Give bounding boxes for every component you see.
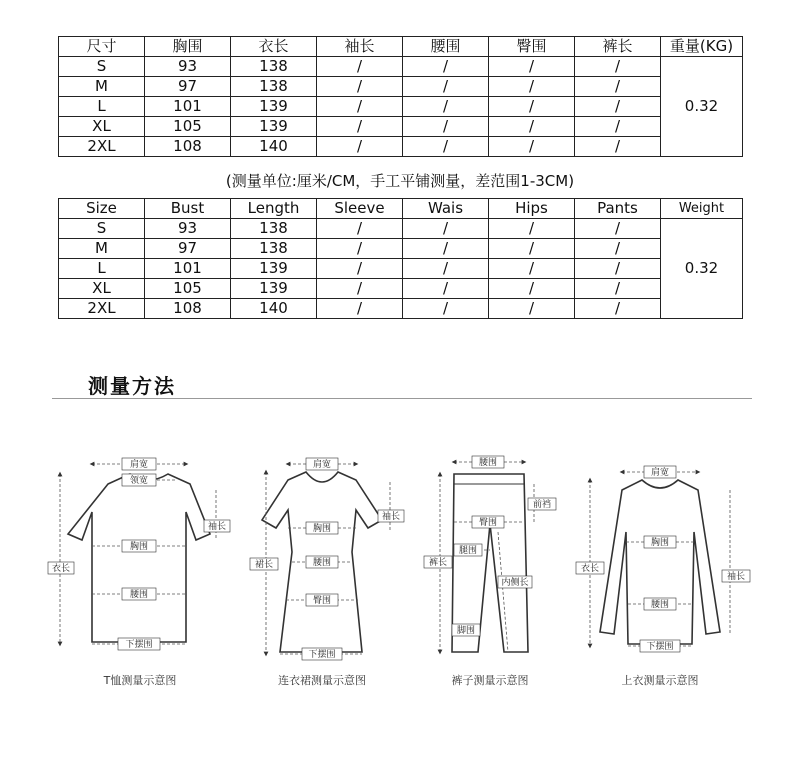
table-row — [59, 57, 743, 77]
label-shoulder: 肩宽 — [650, 468, 670, 478]
table-row — [59, 259, 743, 279]
cell-waist: / — [403, 57, 489, 77]
header-hips: 臀围 — [489, 37, 575, 57]
cell-bust: 108 — [145, 299, 231, 319]
caption-dress: 连衣裙测量示意图 — [278, 674, 366, 687]
cell-bust: 108 — [145, 137, 231, 157]
cell-bust: 101 — [145, 97, 231, 117]
cell-pants: / — [575, 299, 661, 319]
cell-length: 138 — [231, 57, 317, 77]
cell-hips: / — [489, 219, 575, 239]
label-front-rise: 前裆 — [532, 500, 552, 510]
label-length: 衣长 — [51, 564, 71, 574]
label-shoulder: 肩宽 — [312, 460, 332, 470]
cell-bust: 105 — [145, 279, 231, 299]
table-header-row — [59, 37, 743, 57]
cell-waist: / — [403, 239, 489, 259]
cell-weight: 0.32 — [661, 219, 743, 319]
label-waist: 腰围 — [129, 590, 149, 600]
label-hips: 臀围 — [312, 596, 332, 606]
cell-pants: / — [575, 279, 661, 299]
size-table-en — [58, 198, 743, 319]
cell-sleeve: / — [317, 239, 403, 259]
cell-sleeve: / — [317, 137, 403, 157]
header-size: 尺寸 — [59, 37, 145, 57]
label-length: 裙长 — [254, 560, 274, 570]
cell-pants: / — [575, 117, 661, 137]
method-title: 测量方法 — [88, 374, 176, 398]
cell-hips: / — [489, 239, 575, 259]
measurement-note: (测量单位:厘米/CM，手工平铺测量，差范围1-3CM) — [225, 172, 575, 190]
cell-length: 140 — [231, 299, 317, 319]
header-length: Length — [231, 199, 317, 219]
cell-hips: / — [489, 77, 575, 97]
header-hips: Hips — [489, 199, 575, 219]
cell-size: S — [59, 219, 145, 239]
cell-size: XL — [59, 117, 145, 137]
table-row — [59, 117, 743, 137]
label-waist: 腰围 — [650, 600, 670, 610]
top-diagram — [600, 480, 720, 644]
label-sleeve: 袖长 — [726, 572, 746, 582]
cell-hips: / — [489, 97, 575, 117]
table-row — [59, 97, 743, 117]
cell-pants: / — [575, 239, 661, 259]
cell-waist: / — [403, 219, 489, 239]
cell-pants: / — [575, 137, 661, 157]
label-sleeve: 袖长 — [207, 522, 227, 532]
label-hem: 下摆围 — [125, 640, 153, 650]
cell-hips: / — [489, 299, 575, 319]
cell-length: 139 — [231, 279, 317, 299]
cell-waist: / — [403, 299, 489, 319]
header-length: 衣长 — [231, 37, 317, 57]
cell-length: 140 — [231, 137, 317, 157]
label-neck: 领宽 — [129, 476, 149, 486]
label-bust: 胸围 — [129, 542, 149, 552]
table-row — [59, 77, 743, 97]
top-outline-icon — [600, 480, 720, 644]
cell-bust: 97 — [145, 239, 231, 259]
caption-tshirt: T恤测量示意图 — [103, 674, 177, 687]
cell-size: 2XL — [59, 137, 145, 157]
cell-sleeve: / — [317, 117, 403, 137]
header-sleeve: Sleeve — [317, 199, 403, 219]
cell-pants: / — [575, 77, 661, 97]
label-hem: 下摆围 — [646, 642, 674, 652]
cell-size: M — [59, 239, 145, 259]
cell-hips: / — [489, 57, 575, 77]
cell-bust: 101 — [145, 259, 231, 279]
cell-waist: / — [403, 97, 489, 117]
cell-sleeve: / — [317, 77, 403, 97]
label-shoulder: 肩宽 — [129, 460, 149, 470]
label-hips: 臀围 — [478, 518, 498, 528]
cell-bust: 105 — [145, 117, 231, 137]
cell-pants: / — [575, 219, 661, 239]
cell-sleeve: / — [317, 259, 403, 279]
cell-length: 138 — [231, 77, 317, 97]
header-weight: 重量(KG) — [661, 37, 743, 57]
label-bust: 胸围 — [312, 524, 332, 534]
cell-pants: / — [575, 97, 661, 117]
cell-length: 138 — [231, 219, 317, 239]
header-bust: 胸围 — [145, 37, 231, 57]
cell-waist: / — [403, 259, 489, 279]
cell-sleeve: / — [317, 57, 403, 77]
cell-size: M — [59, 77, 145, 97]
header-pants: Pants — [575, 199, 661, 219]
cell-bust: 93 — [145, 57, 231, 77]
label-sleeve: 袖长 — [381, 512, 401, 522]
cell-length: 138 — [231, 239, 317, 259]
measurement-method-section — [30, 362, 770, 692]
tshirt-diagram — [68, 474, 210, 642]
header-sleeve: 袖长 — [317, 37, 403, 57]
cell-pants: / — [575, 57, 661, 77]
table-row — [59, 279, 743, 299]
cell-size: L — [59, 259, 145, 279]
header-bust: Bust — [145, 199, 231, 219]
label-length: 衣长 — [580, 564, 600, 574]
cell-waist: / — [403, 279, 489, 299]
label-pants-length: 裤长 — [428, 558, 448, 568]
cell-pants: / — [575, 259, 661, 279]
cell-length: 139 — [231, 117, 317, 137]
cell-size: S — [59, 57, 145, 77]
label-hem: 下摆围 — [308, 650, 336, 660]
cell-size: XL — [59, 279, 145, 299]
cell-size: L — [59, 97, 145, 117]
cell-waist: / — [403, 137, 489, 157]
cell-weight: 0.32 — [661, 57, 743, 157]
cell-length: 139 — [231, 259, 317, 279]
cell-sleeve: / — [317, 299, 403, 319]
label-bust: 胸围 — [650, 538, 670, 548]
size-table-cn — [58, 36, 743, 157]
label-waist: 腰围 — [312, 558, 332, 568]
table-row — [59, 239, 743, 259]
cell-hips: / — [489, 279, 575, 299]
table-row — [59, 219, 743, 239]
header-pants: 裤长 — [575, 37, 661, 57]
header-waist: Wais — [403, 199, 489, 219]
cell-waist: / — [403, 117, 489, 137]
label-leg-opening: 脚围 — [456, 626, 476, 636]
table-row — [59, 137, 743, 157]
cell-hips: / — [489, 117, 575, 137]
tshirt-outline-icon — [68, 474, 210, 642]
table-header-row — [59, 199, 743, 219]
label-thigh: 腿围 — [458, 546, 478, 556]
cell-hips: / — [489, 259, 575, 279]
measurement-diagrams — [30, 362, 770, 692]
cell-sleeve: / — [317, 97, 403, 117]
cell-bust: 93 — [145, 219, 231, 239]
header-waist: 腰围 — [403, 37, 489, 57]
header-size: Size — [59, 199, 145, 219]
cell-hips: / — [489, 137, 575, 157]
label-inseam: 内侧长 — [501, 578, 529, 588]
cell-sleeve: / — [317, 279, 403, 299]
label-waist: 腰围 — [478, 458, 498, 468]
cell-sleeve: / — [317, 219, 403, 239]
cell-length: 139 — [231, 97, 317, 117]
cell-waist: / — [403, 77, 489, 97]
cell-bust: 97 — [145, 77, 231, 97]
caption-pants: 裤子测量示意图 — [451, 674, 529, 687]
caption-top: 上衣测量示意图 — [621, 674, 699, 687]
table-row — [59, 299, 743, 319]
header-weight: Weight — [661, 199, 743, 219]
cell-size: 2XL — [59, 299, 145, 319]
